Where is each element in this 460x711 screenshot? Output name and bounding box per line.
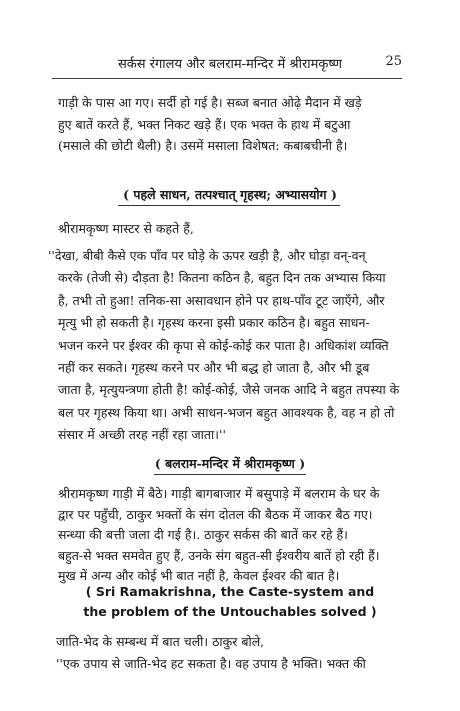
text-line: श्रीरामकृष्ण मास्टर से कहते हैं, xyxy=(58,221,194,236)
text-line: जाता है, मृत्युयन्त्रणा होती है! कोई-कोई, जैसे जनक आदि ने बहुत तपस्या के xyxy=(58,382,400,398)
text-line: ''एक उपाय से जाति-भेद हट सकता है। वह उपाय है भक्ति। भक्त की xyxy=(56,656,366,671)
heading-underline xyxy=(118,205,340,206)
text-line: द्वार पर पहुँची, ठाकुर भक्तों के संग दोतल की बैठक में जाकर बैठ गए। xyxy=(58,506,373,522)
text-line: बल पर गृहस्थ किया था। अभी साधन-भजन बहुत आवश्यक है, वह न हो तो xyxy=(58,404,395,420)
text-line: सन्ध्या की बत्ती जला दी गई है।. ठाकुर सर्कस की बातें कर रहे हैं। xyxy=(58,527,348,542)
paragraph-1 xyxy=(58,92,400,157)
text-line: (मसाले की छोटी थैली) है। उसमें मसाला विशेषत: कबाबचीनी है। xyxy=(58,138,348,153)
text-line: बहुत-से भक्त समवेत हुए हैं, उनके संग बहुत-सी ईश्वरीय बातें हो रही हैं। xyxy=(58,547,380,563)
text-line: संसार में अच्छी तरह नहीं रहा जाता।'' xyxy=(58,427,226,443)
paragraph-5 xyxy=(56,631,400,675)
section-heading-2: ( बलराम-मन्दिर में श्रीरामकृष्ण ) xyxy=(154,456,306,471)
text-line: करके (तेजी से) दौड़ता है! कितना कठिन है, बहुत दिन तक अभ्यास किया xyxy=(58,270,386,286)
text-line: है, तभी तो हुआ! तनिक-सा असावधान होने पर हाथ-पाँव टूट जाएँगे, और xyxy=(58,292,385,308)
paragraph-3 xyxy=(48,245,400,447)
text-line: भजन करने पर ईश्वर की कृपा से कोई-कोई कर पाता है। अधिकांश व्यक्ति xyxy=(58,337,389,353)
text-line: श्रीरामकृष्ण गाड़ी में बैठे। गाड़ी बागबाजार में बसुपाड़े में बलराम के घर के xyxy=(58,486,380,501)
section-heading-1: ( पहले साधन, तत्पश्चात् गृहस्थ; अभ्यासयोग ) xyxy=(123,187,337,202)
text-line: हुए बातें करते हैं, भक्त निकट खड़े हैं। एक भक्त के हाथ में बटुआ xyxy=(58,116,351,132)
header-rule xyxy=(52,78,402,79)
text-line: मृत्यु भी हो सकती है। गृहस्थ करना इसी प्रकार कठिन है। बहुत साधन- xyxy=(58,315,370,331)
running-title: सर्कस रंगालय और बलराम-मन्दिर में श्रीरामकृष्ण xyxy=(117,57,343,72)
text-line: जाति-भेद के सम्बन्ध में बात चली। ठाकुर बोले, xyxy=(56,634,265,649)
text-line: गाड़ी के पास आ गए। सर्दी हो गई है। सब्ज बनात ओढ़े मैदान में खड़े xyxy=(58,95,362,110)
text-line: ''देखा, बीबी कैसे एक पाँव पर घोड़े के ऊपर खड़ी है, और घोड़ा वन्-वन् xyxy=(48,248,366,263)
paragraph-2 xyxy=(58,218,400,240)
section-heading-3-line-2: the problem of the Untouchables solved ) xyxy=(83,604,377,619)
text-line: मुख में अन्य और कोई भी बात नहीं है, केवल ईश्वर की बात है। xyxy=(58,568,340,583)
heading-underline xyxy=(154,474,306,475)
paragraph-4 xyxy=(58,484,400,587)
page-number: 25 xyxy=(385,54,402,69)
section-heading-3-line-1: ( Sri Ramakrishna, the Caste-system and xyxy=(85,584,375,599)
text-line: नहीं कर सकते। गृहस्थ करने पर और भी बद्ध हो जाता है, और भी डूब xyxy=(58,360,370,376)
